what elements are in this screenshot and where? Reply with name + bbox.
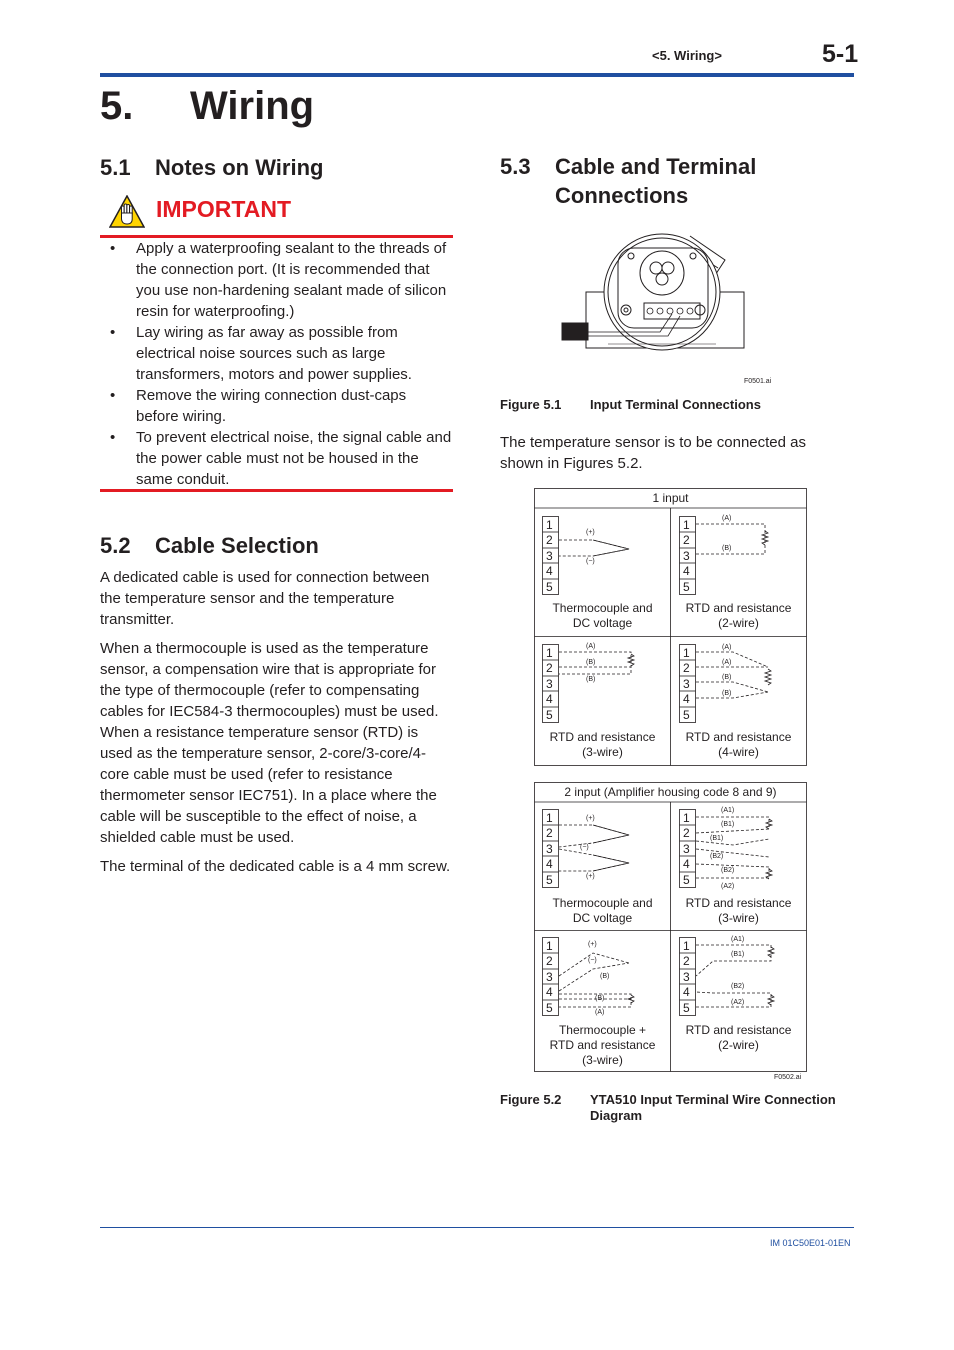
terminal-number: 5 [546,1001,553,1015]
polarity-mark: (−) [580,844,589,851]
terminal-number: 2 [546,954,553,968]
cable-selection-paragraph: The terminal of the dedicated cable is a 4 mm screw. [100,858,451,875]
cell-label: Thermocouple + [558,1023,647,1037]
terminal-number: 4 [546,857,553,871]
important-list [100,238,452,490]
chapter-name: Wiring [190,84,315,128]
figure-caption-text: Input Terminal Connections [590,397,761,412]
wire-mark: (A2) [721,883,735,890]
terminal-number: 1 [683,811,690,825]
terminal-housing-drawing [560,228,750,378]
page-number: 5-1 [822,40,859,68]
wire-mark: (B2) [731,983,745,990]
footer-rule [100,1227,854,1228]
wire-mark: (B) [595,995,605,1002]
wiring-table-2-input [533,781,809,1073]
section-title: Notes on Wiring [155,155,324,180]
terminal-number: 4 [683,857,690,871]
terminal-number: 4 [683,692,690,706]
terminal-number: 2 [546,533,553,547]
section-heading-5-1 [100,153,323,182]
terminal-numbers [683,646,690,722]
rtd-4wire-wiring [696,652,771,698]
important-item: • Lay wiring as far away as possible from electrical noise sources such as large transformers, motors and power supplies. [100,322,452,385]
wire-mark: (A) [722,515,732,522]
terminal-number: 3 [683,970,690,984]
header-rule [100,73,854,77]
figure-caption-number: Figure 5.1 [500,397,562,412]
cell-label: (3-wire) [582,1053,623,1067]
terminal-numbers [546,939,553,1015]
figure-caption-number: Figure 5.2 [500,1092,562,1107]
wire-mark: (A2) [731,999,745,1006]
terminal-number: 4 [683,564,690,578]
wire-mark: (B) [722,690,732,697]
terminal-number: 5 [683,873,690,887]
wire-mark: (A) [722,659,732,666]
cell-label: (3-wire) [718,911,759,925]
cell-label: RTD and resistance [685,601,792,615]
caption-line: YTA510 Input Terminal Wire Connection [590,1092,836,1107]
wire-mark: (B1) [721,821,735,828]
thermocouple-wiring [559,540,629,556]
section-heading-5-3 [500,152,756,210]
cell-label: Thermocouple and [552,601,653,615]
rtd-2wire-wiring [696,524,768,554]
cable-selection-paragraph: When a thermocouple is used as the temperature sensor, a compensation wire that is appropriate for the type of thermocouple (refer to compensating cables for IEC584-3 thermocouples) must be used. When a resistance temperature sensor (RTD) is used as the temperature sensor, 2-core/3-core/4-core cable must be used (refer to resistance thermometer sensor IEC751). In a place where the cable will be susceptible to the effect of noise, a shielded cable must be used. [100,640,439,846]
chapter-number: 5. [100,84,134,128]
wire-mark: (B2) [721,867,735,874]
terminal-number: 1 [546,811,553,825]
wire-mark: (B) [722,674,732,681]
important-label: IMPORTANT [156,196,292,222]
cell-label: Thermocouple and [552,896,653,910]
terminal-number: 1 [683,646,690,660]
figure-file-tag: F0502.ai [774,1074,802,1081]
terminal-number: 5 [546,580,553,594]
cell-label: DC voltage [572,911,633,925]
terminal-numbers [546,518,553,594]
table-header: 1 input [652,491,689,505]
terminal-numbers [683,518,690,594]
terminal-number: 5 [683,708,690,722]
figure-caption-text [590,1092,836,1124]
polarity-mark: (−) [588,957,597,964]
figure-file-tag: F0501.ai [744,378,772,385]
wire-mark: (A) [586,643,596,650]
section-number: 5.2 [100,533,131,558]
rtd-3wire-wiring [559,652,634,674]
terminal-number: 4 [683,985,690,999]
polarity-mark: (+) [588,941,597,948]
terminal-number: 3 [683,677,690,691]
polarity-mark: (+) [586,815,595,822]
terminal-number: 3 [546,549,553,563]
terminal-number: 2 [546,661,553,675]
terminal-number: 2 [683,661,690,675]
important-item: • Remove the wiring connection dust-caps before wiring. [100,385,452,427]
polarity-mark: (−) [586,558,595,565]
wire-mark: (B1) [710,835,724,842]
cell-label: (2-wire) [718,1038,759,1052]
terminal-number: 4 [546,564,553,578]
wire-mark: (A) [595,1009,605,1016]
warning-hand-icon [109,195,145,228]
wire-mark: (A) [722,644,732,651]
terminal-numbers [546,811,553,887]
terminal-number: 1 [683,939,690,953]
terminal-number: 1 [683,518,690,532]
terminal-number: 2 [683,826,690,840]
terminal-number: 2 [546,826,553,840]
table-header: 2 input (Amplifier housing code 8 and 9) [564,785,777,799]
cable-selection-paragraph: A dedicated cable is used for connection between the temperature sensor and the temperature transmitter. [100,569,430,628]
terminal-number: 3 [546,677,553,691]
wire-mark: (B) [600,973,610,980]
terminal-number: 1 [546,518,553,532]
cell-label: DC voltage [572,616,633,630]
cell-label: RTD and resistance [685,1023,792,1037]
wire-mark: (B2) [710,853,724,860]
document-number: IM 01C50E01-01EN [770,1238,851,1248]
section-title: Cable Selection [155,533,319,558]
section-number: 5.3 [500,154,531,179]
wire-mark: (A1) [731,936,745,943]
terminal-numbers [683,811,690,887]
wire-mark: (B) [586,676,596,683]
dual-thermocouple-wiring [559,825,629,871]
terminal-number: 4 [546,985,553,999]
terminal-number: 4 [546,692,553,706]
cell-label: RTD and resistance [549,730,656,744]
terminal-number: 5 [546,873,553,887]
cell-label: RTD and resistance [549,1038,656,1052]
terminal-number: 3 [683,842,690,856]
terminal-number: 3 [683,549,690,563]
section-title: Cable and Terminal [555,154,757,179]
terminal-number: 2 [683,533,690,547]
caption-line: Diagram [590,1108,643,1123]
cell-label: (4-wire) [718,745,759,759]
terminal-number: 3 [546,970,553,984]
cell-label: RTD and resistance [685,730,792,744]
polarity-mark: (+) [586,529,595,536]
terminal-number: 5 [546,708,553,722]
terminal-number: 5 [683,580,690,594]
polarity-mark: (+) [586,873,595,880]
important-item: • Apply a waterproofing sealant to the threads of the connection port. (It is recommended that you use non-hardening sealant made of silicon resin for waterproofing.) [100,238,452,322]
terminal-number: 1 [546,939,553,953]
cell-label: RTD and resistance [685,896,792,910]
wire-mark: (B1) [731,951,745,958]
terminal-number: 2 [683,954,690,968]
terminal-number: 3 [546,842,553,856]
important-item: • To prevent electrical noise, the signal cable and the power cable must not be housed in the same conduit. [100,427,452,490]
chapter-title [100,84,314,129]
terminal-number: 5 [683,1001,690,1015]
wire-mark: (B) [586,659,596,666]
wire-mark: (A1) [721,807,735,814]
important-bottom-rule [100,489,453,492]
wire-mark: (B) [722,545,732,552]
wiring-table-1-input [533,487,809,769]
terminal-numbers [546,646,553,722]
cell-label: (2-wire) [718,616,759,630]
section-heading-5-2 [100,531,319,560]
section-number: 5.1 [100,155,131,180]
terminal-numbers [683,939,690,1015]
connection-paragraph: The temperature sensor is to be connected as shown in Figures 5.2. [500,434,807,472]
terminal-number: 1 [546,646,553,660]
running-header-section: <5. Wiring> [652,48,722,63]
section-title-continued: Connections [555,183,689,208]
cell-label: (3-wire) [582,745,623,759]
